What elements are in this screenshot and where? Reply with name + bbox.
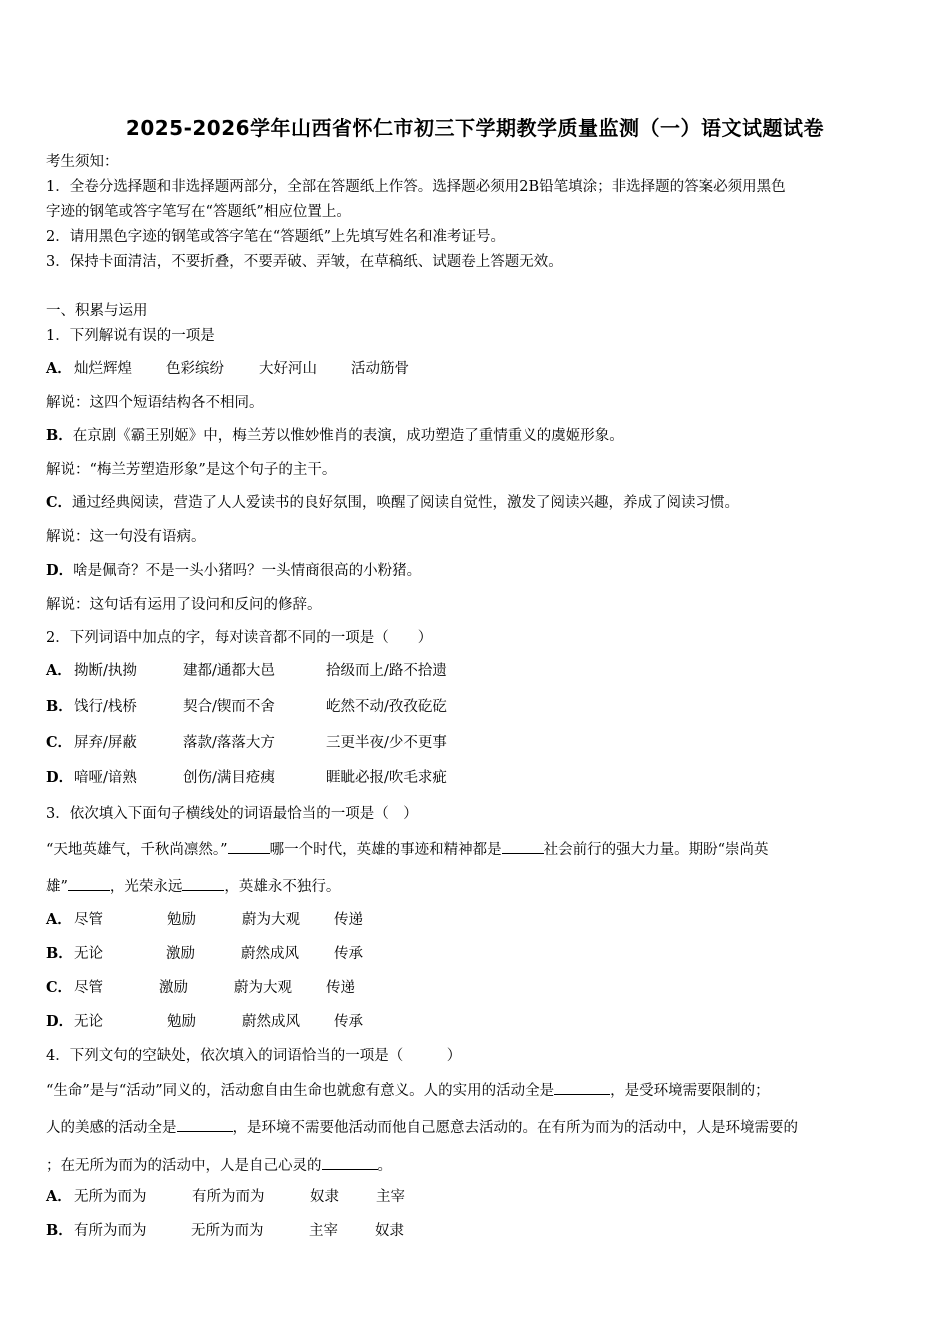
option-word: 奴隶 <box>310 1189 339 1205</box>
q4-option-b <box>46 1221 404 1241</box>
q3-passage-line-2 <box>46 876 340 897</box>
q3-option-d <box>46 1012 363 1032</box>
option-word: 传承 <box>334 946 363 962</box>
passage-text: “生命”是与“活动”同义的，活动愈自由生命也就愈有意义。人的实用的活动全是 <box>46 1083 555 1099</box>
q2-stem: 2．下列词语中加点的字，每对读音都不同的一项是（ ） <box>46 630 433 646</box>
passage-text: ；在无所为而为的活动中，人是自己心灵的 <box>46 1158 322 1174</box>
fill-blank <box>182 876 224 891</box>
notice-item-2: 2．请用黑色字迹的钢笔或答字笔在“答题纸”上先填写姓名和准考证号。 <box>46 229 506 245</box>
option-word: 拗断/执拗 <box>74 663 137 679</box>
page-title: 2025-2026学年山西省怀仁市初三下学期教学质量监测（一）语文试题试卷 <box>125 116 825 140</box>
q1-d-explanation: 解说：这句话有运用了设问和反问的修辞。 <box>46 597 322 613</box>
option-word: 勉励 <box>167 912 196 928</box>
option-word: 无所为而为 <box>74 1189 147 1205</box>
q1-a-explanation: 解说：这四个短语结构各不相同。 <box>46 395 264 411</box>
passage-text: ，英雄永不独行。 <box>224 879 341 895</box>
option-word: 契合/锲而不舍 <box>183 699 275 715</box>
option-word: 有所为而为 <box>192 1189 265 1205</box>
option-label: B． <box>46 427 73 444</box>
q2-option-b <box>46 697 447 717</box>
q2-option-d <box>46 768 447 788</box>
option-word: 屏弃/屏蔽 <box>74 735 137 751</box>
passage-text: 社会前行的强大力量。期盼“崇尚英 <box>543 842 769 858</box>
option-word: 无论 <box>74 946 103 962</box>
option-word: 勉励 <box>167 1014 196 1030</box>
q3-option-b <box>46 944 363 964</box>
q3-option-a <box>46 910 363 930</box>
q1-option-c <box>46 493 739 513</box>
fill-blank <box>228 839 270 854</box>
option-word: 拾级而上/路不拾遗 <box>326 663 447 679</box>
q4-passage-line-2 <box>46 1117 798 1138</box>
option-word: 尽管 <box>74 912 103 928</box>
option-label: B． <box>46 1222 73 1239</box>
option-text: 在京剧《霸王别姬》中，梅兰芳以惟妙惟肖的表演，成功塑造了重情重义的虞姬形象。 <box>72 428 624 444</box>
option-word: 蔚为大观 <box>234 980 292 996</box>
option-word: 蔚然成风 <box>241 946 299 962</box>
option-word: 蔚然成风 <box>242 1014 300 1030</box>
passage-text: 。 <box>377 1158 392 1174</box>
option-word: 激励 <box>159 980 188 996</box>
option-word: 主宰 <box>376 1189 405 1205</box>
option-label: D． <box>46 562 74 579</box>
option-word: 传承 <box>334 1014 363 1030</box>
passage-text: ，光荣永远 <box>109 879 183 895</box>
q1-option-b <box>46 426 624 446</box>
option-word: 饯行/栈桥 <box>74 699 137 715</box>
option-word: 无论 <box>74 1014 103 1030</box>
q2-option-c <box>46 733 447 753</box>
option-word: 色彩缤纷 <box>166 361 224 377</box>
option-word: 大好河山 <box>259 361 317 377</box>
q1-option-d <box>46 561 421 581</box>
passage-text: 雄” <box>46 879 68 895</box>
q1-stem: 1．下列解说有误的一项是 <box>46 328 215 344</box>
q4-option-a <box>46 1187 405 1207</box>
q4-stem: 4．下列文句的空缺处，依次填入的词语恰当的一项是（ ） <box>46 1048 462 1064</box>
notice-heading: 考生须知： <box>46 154 119 170</box>
passage-text: ，是受环境需要限制的； <box>610 1083 770 1099</box>
option-word: 激励 <box>166 946 195 962</box>
option-word: 主宰 <box>309 1223 338 1239</box>
option-label: B． <box>46 698 73 715</box>
q1-c-explanation: 解说：这一句没有语病。 <box>46 529 206 545</box>
fill-blank <box>177 1117 233 1132</box>
option-label: C． <box>46 979 73 996</box>
notice-item-1-cont: 字迹的钢笔或答字笔写在“答题纸”相应位置上。 <box>46 204 351 220</box>
option-label: A． <box>46 360 72 377</box>
option-word: 有所为而为 <box>74 1223 147 1239</box>
fill-blank <box>68 876 110 891</box>
option-word: 屹然不动/孜孜矻矻 <box>326 699 447 715</box>
q2-option-a <box>46 661 447 681</box>
notice-item-1: 1．全卷分选择题和非选择题两部分，全部在答题纸上作答。选择题必须用2B铅笔填涂；非选择题的答案必须用黑色 <box>46 179 786 195</box>
option-word: 传递 <box>326 980 355 996</box>
q4-passage-line-1 <box>46 1080 770 1101</box>
option-label: A． <box>46 662 72 679</box>
option-word: 活动筋骨 <box>351 361 409 377</box>
option-word: 睚眦必报/吹毛求疵 <box>326 770 447 786</box>
option-label: A． <box>46 1188 72 1205</box>
q3-passage-line-1 <box>46 839 769 860</box>
option-word: 奴隶 <box>375 1223 404 1239</box>
passage-text: 哪一个时代，英雄的事迹和精神都是 <box>269 842 502 858</box>
passage-text: “天地英雄气，千秋尚凛然。” <box>46 842 228 858</box>
option-label: D． <box>46 1013 74 1030</box>
option-word: 传递 <box>334 912 363 928</box>
option-word: 创伤/满目疮痍 <box>183 770 275 786</box>
option-text: 通过经典阅读，营造了人人爱读书的良好氛围，唤醒了阅读自觉性，激发了阅读兴趣，养成了阅读习惯。 <box>72 495 740 511</box>
option-word: 三更半夜/少不更事 <box>326 735 447 751</box>
q1-option-a <box>46 359 409 379</box>
option-text: 啥是佩奇？不是一头小猪吗？一头情商很高的小粉猪。 <box>73 563 422 579</box>
fill-blank <box>322 1155 378 1170</box>
option-word: 无所为而为 <box>191 1223 264 1239</box>
option-word: 建都/通都大邑 <box>183 663 275 679</box>
option-word: 蔚为大观 <box>242 912 300 928</box>
option-label: A． <box>46 911 72 928</box>
passage-text: ，是环境不需要他活动而他自己愿意去活动的。在有所为而为的活动中，人是环境需要的 <box>232 1120 798 1136</box>
option-label: C． <box>46 494 73 511</box>
q3-option-c <box>46 978 355 998</box>
notice-item-3: 3．保持卡面清洁，不要折叠，不要弄破、弄皱，在草稿纸、试题卷上答题无效。 <box>46 254 563 270</box>
q1-b-explanation: 解说：“梅兰芳塑造形象”是这个句子的主干。 <box>46 462 337 478</box>
option-word: 灿烂辉煌 <box>74 361 132 377</box>
option-label: B． <box>46 945 73 962</box>
option-word: 落款/落落大方 <box>183 735 275 751</box>
section-heading: 一、积累与运用 <box>46 303 148 319</box>
fill-blank <box>502 839 544 854</box>
option-word: 喑哑/谙熟 <box>74 770 137 786</box>
fill-blank <box>554 1080 610 1095</box>
q4-passage-line-3 <box>46 1155 392 1176</box>
q3-stem: 3．依次填入下面句子横线处的词语最恰当的一项是（ ） <box>46 806 418 822</box>
option-label: D． <box>46 769 74 786</box>
option-word: 尽管 <box>74 980 103 996</box>
passage-text: 人的美感的活动全是 <box>46 1120 177 1136</box>
option-label: C． <box>46 734 73 751</box>
